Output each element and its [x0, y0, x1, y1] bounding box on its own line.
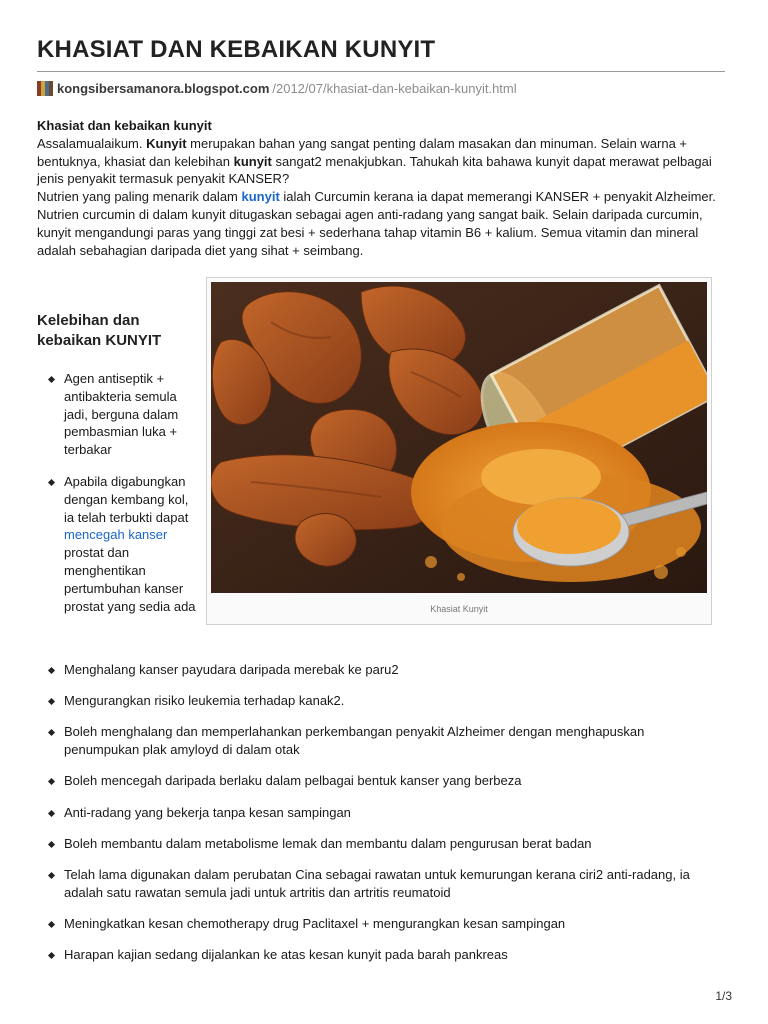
list-item: Boleh menghalang dan memperlahankan perkembangan penyakit Alzheimer dengan menghapuskan penumpukan plak amyloyd di dalam otak	[37, 723, 697, 759]
list-item: Anti-radang yang bekerja tanpa kesan sampingan	[37, 804, 697, 822]
bullet-icon	[48, 698, 55, 705]
bullet-icon	[48, 952, 55, 959]
page-title: KHASIAT DAN KEBAIKAN KUNYIT	[37, 36, 436, 63]
list-item: Meningkatkan kesan chemotherapy drug Paclitaxel + mengurangkan kesan sampingan	[37, 915, 697, 933]
bullet-icon	[48, 841, 55, 848]
site-name-link[interactable]: kongsibersamanora.blogspot.com	[57, 81, 270, 96]
intro-heading: Khasiat dan kebaikan kunyit	[37, 118, 212, 133]
intro-paragraph-1: Assalamualaikum. Kunyit merupakan bahan yang sangat penting dalam masakan dan minuman. Selain warna + bentuknya, khasiat dan kelebihan kunyit sangat2 menakjubkan. Tahukah kita bahawa kunyit dapat merawat pelbagai jenis penyakit termasuk penyakit KANSER?	[37, 135, 712, 187]
list-item: Boleh mencegah daripada berlaku dalam pelbagai bentuk kanser yang berbeza	[37, 772, 697, 790]
bullet-icon	[48, 872, 55, 879]
list-item: Menghalang kanser payudara daripada merebak ke paru2	[37, 661, 697, 679]
benefits-heading: Kelebihan dan kebaikan KUNYIT	[37, 312, 162, 349]
list-item: Mengurangkan risiko leukemia terhadap kanak2.	[37, 692, 697, 710]
bullet-icon	[48, 376, 55, 383]
bullet-icon	[48, 778, 55, 785]
kunyit-link[interactable]: kunyit	[241, 189, 280, 205]
image-watermark: authoritynutrition.com	[221, 564, 346, 579]
page-number: 1/3	[715, 989, 732, 1003]
bullet-icon	[48, 729, 55, 736]
bullet-icon	[48, 810, 55, 817]
list-item: Apabila digabungkan dengan kembang kol, ia telah terbukti dapat mencegah kanser prostat dan menghentikan pertumbuhan kanser prostat yang sedia ada	[37, 473, 197, 615]
site-path: /2012/07/khasiat-dan-kebaikan-kunyit.html	[272, 81, 517, 96]
list-item: Telah lama digunakan dalam perubatan Cina sebagai rawatan untuk kemurungan kerana ciri2 anti-radang, ia adalah satu rawatan semula jadi untuk artritis dan artritis reumatoid	[37, 866, 697, 902]
bullet-icon	[48, 667, 55, 674]
mencegah-kanser-link[interactable]: mencegah kanser	[64, 527, 168, 543]
turmeric-figure	[206, 277, 712, 625]
intro-paragraph-2: Nutrien yang paling menarik dalam kunyit ialah Curcumin kerana ia dapat memerangi KANSER + penyakit Alzheimer. Nutrien curcumin di dalam kunyit ditugaskan sebagai agen anti-radang yang sangat baik. Selain daripada curcumin, kunyit mengandungi paras yang tinggi zat besi + sederhana tahap vitamin B6 + kalium. Semua vitamin dan mineral adalah sebahagian daripada diet yang sihat + seimbang.	[37, 189, 716, 258]
book-icon	[37, 81, 53, 96]
turmeric-photo	[211, 282, 707, 593]
benefits-list	[37, 661, 697, 977]
source-line	[37, 80, 517, 97]
bullet-icon	[48, 921, 55, 928]
benefits-list-narrow	[37, 370, 197, 629]
list-item: Boleh membantu dalam metabolisme lemak dan membantu dalam pengurusan berat badan	[37, 835, 697, 853]
title-divider	[37, 71, 725, 72]
figure-caption: Khasiat Kunyit	[430, 604, 488, 614]
list-item: Agen antiseptik + antibakteria semula jadi, berguna dalam pembasmian luka + terbakar	[37, 370, 197, 459]
list-item: Harapan kajian sedang dijalankan ke atas kesan kunyit pada barah pankreas	[37, 946, 697, 964]
intro-article	[37, 117, 727, 259]
bullet-icon	[48, 479, 55, 486]
